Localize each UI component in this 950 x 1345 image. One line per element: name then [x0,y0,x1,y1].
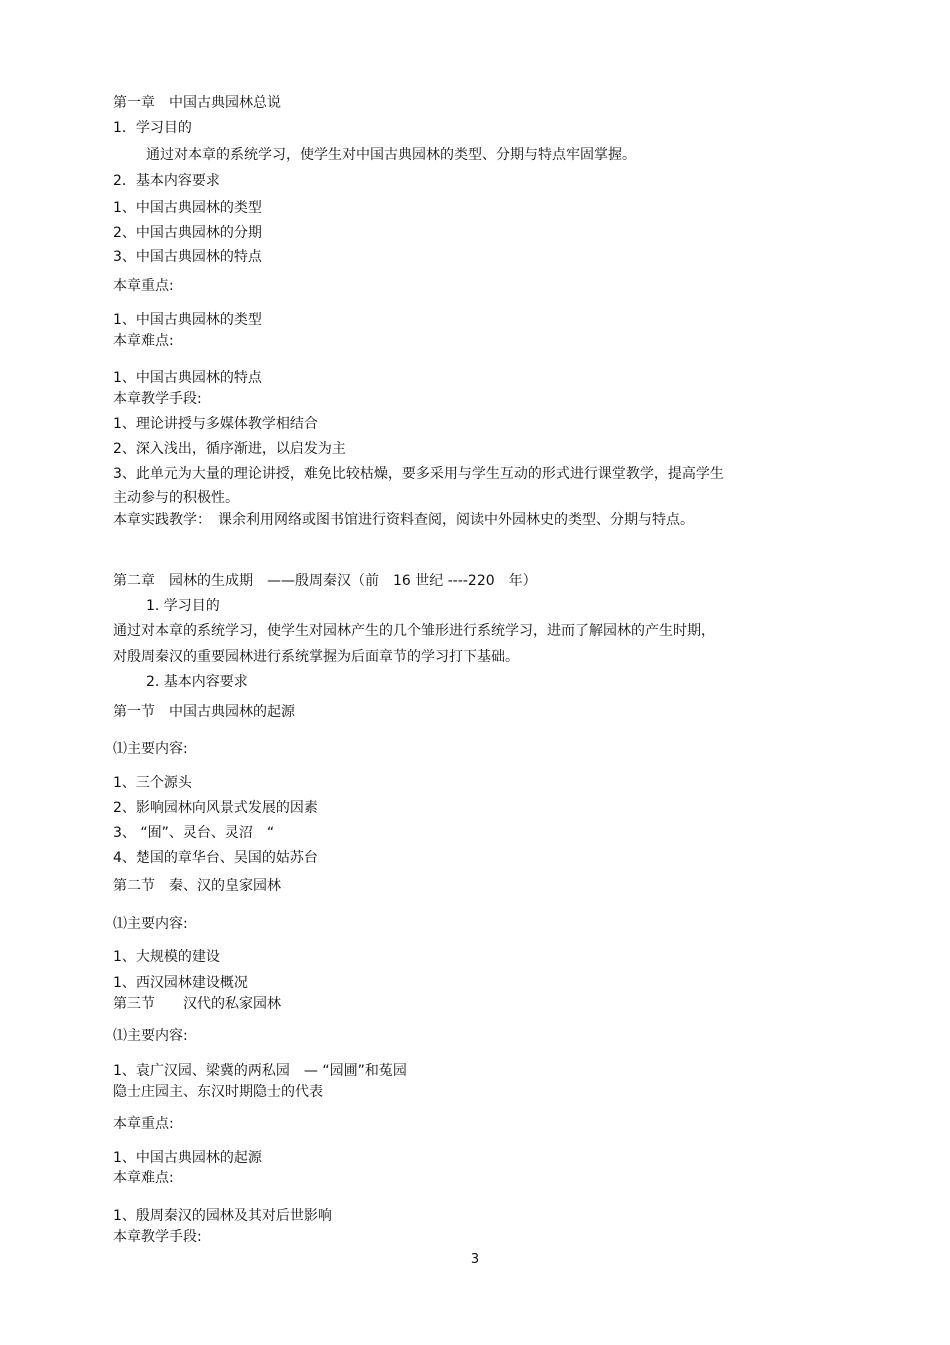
chapter1-difficulty-item: 1、中国古典园林的特点 [113,370,262,386]
section1-item: 3、 “囿”、灵台、灵沼 “ [113,825,275,841]
chapter1-difficulty-heading: 本章难点: [113,333,174,349]
section1-title: 第一节 中国古典园林的起源 [113,704,295,720]
section3-item: 隐士庄园主、东汉时期隐士的代表 [113,1084,323,1100]
chapter1-method: 主动参与的积极性。 [113,490,239,506]
section2-title: 第二节 秦、汉的皇家园林 [113,878,281,894]
chapter2-difficulty-heading: 本章难点: [113,1170,174,1186]
chapter1-item: 3、中国古典园林的特点 [113,249,262,265]
section2-item: 1、大规模的建设 [113,949,220,965]
section1-item: 4、楚国的章华台、吴国的姑苏台 [113,850,318,866]
chapter1-method: 1、理论讲授与多媒体教学相结合 [113,416,318,432]
chapter2-goal-heading: 1. 学习目的 [146,598,220,614]
chapter1-item: 2、中国古典园林的分期 [113,225,262,241]
chapter2-goal-text: 对殷周秦汉的重要园林进行系统掌握为后面章节的学习打下基础。 [113,649,519,665]
chapter2-difficulty-item: 1、殷周秦汉的园林及其对后世影响 [113,1208,332,1224]
section1-item: 1、三个源头 [113,775,192,791]
chapter1-practice: 本章实践教学： 课余利用网络或图书馆进行资料查阅，阅读中外园林史的类型、分期与特点。 [113,512,694,528]
chapter2-goal-text: 通过对本章的系统学习，使学生对园林产生的几个雏形进行系统学习，进而了解园林的产生时期， [113,623,715,639]
chapter1-key-heading: 本章重点: [113,278,174,294]
chapter2-methods-heading: 本章教学手段: [113,1229,202,1245]
chapter1-goal-text: 通过对本章的系统学习，使学生对中国古典园林的类型、分期与特点牢固掌握。 [146,147,636,163]
section2-item: 1、西汉园林建设概况 [113,975,248,991]
chapter2-content-heading: 2. 基本内容要求 [146,674,248,690]
chapter1-goal-heading: 1．学习目的 [113,120,192,136]
section3-title: 第三节 汉代的私家园林 [113,996,281,1012]
chapter1-key-item: 1、中国古典园林的类型 [113,312,262,328]
chapter1-method: 3、此单元为大量的理论讲授，难免比较枯燥，要多采用与学生互动的形式进行课堂教学，提高学生 [113,466,724,482]
chapter1-item: 1、中国古典园林的类型 [113,200,262,216]
chapter1-method: 2、深入浅出，循序渐进，以启发为主 [113,441,346,457]
chapter2-key-item: 1、中国古典园林的起源 [113,1150,262,1166]
chapter1-content-heading: 2．基本内容要求 [113,173,220,189]
page-number: 3 [470,1252,480,1267]
chapter2-key-heading: 本章重点: [113,1116,174,1132]
section1-item: 2、影响园林向风景式发展的因素 [113,800,318,816]
section2-content-label: ⑴主要内容: [113,916,188,932]
section3-content-label: ⑴主要内容: [113,1028,188,1044]
section1-content-label: ⑴主要内容: [113,741,188,757]
chapter1-title: 第一章 中国古典园林总说 [113,95,281,111]
chapter2-title: 第二章 园林的生成期 ——殷周秦汉（前 16 世纪 ----220 年） [113,573,537,589]
section3-item: 1、袁广汉园、梁冀的两私园 — “园圃”和菟园 [113,1063,407,1079]
chapter1-methods-heading: 本章教学手段: [113,391,202,407]
